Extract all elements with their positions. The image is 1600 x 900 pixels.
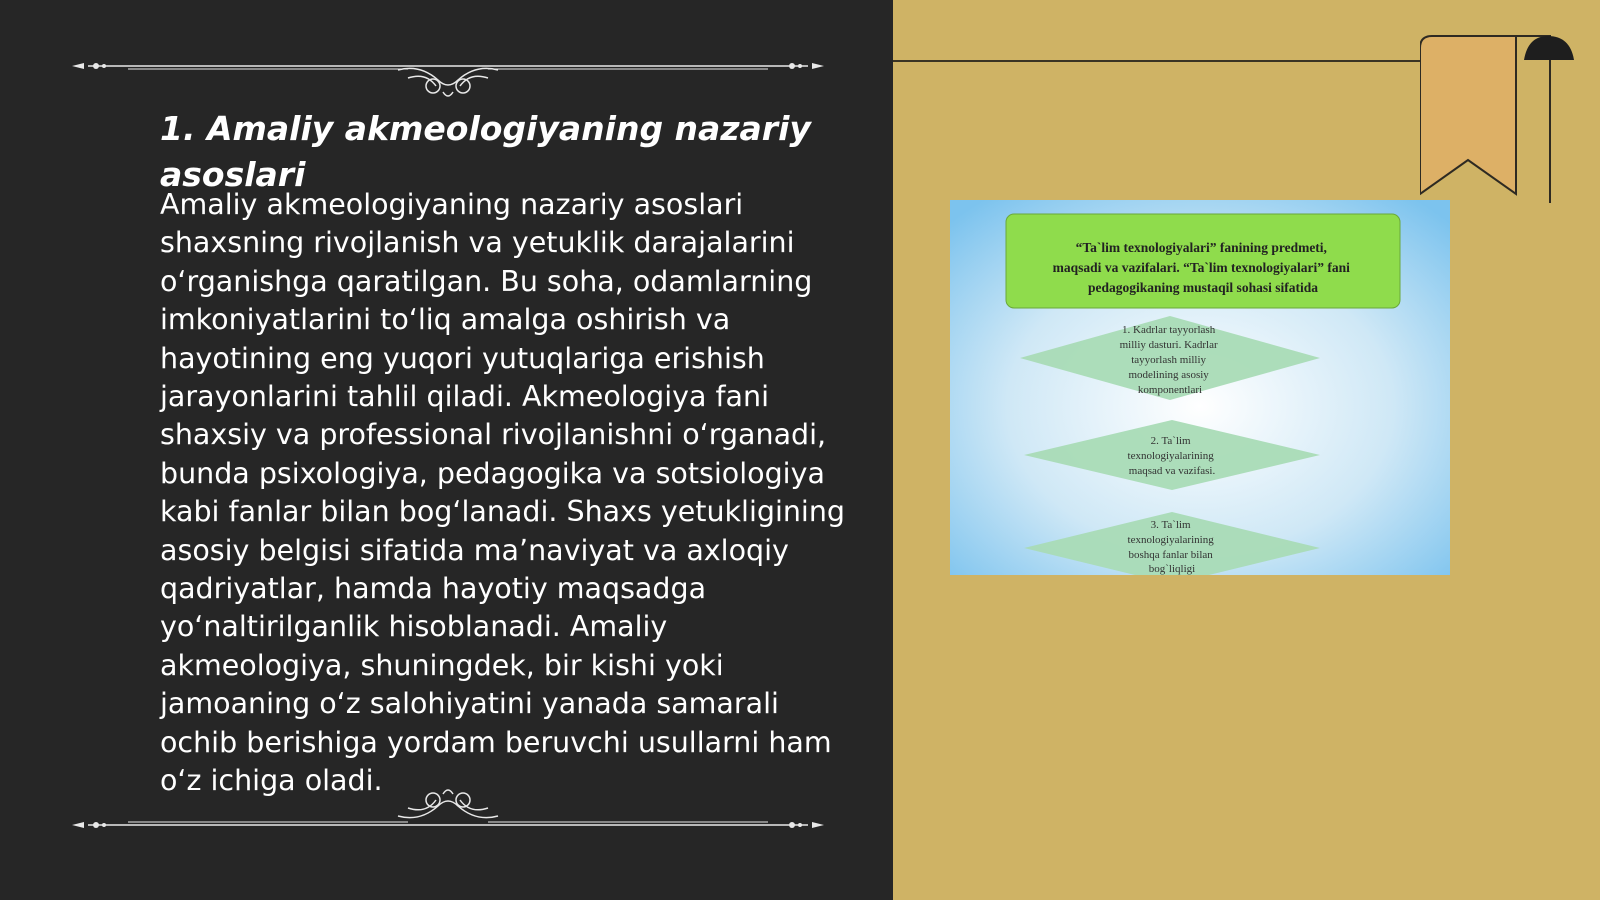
- item-2-line: texnologiyalarining: [1127, 450, 1214, 462]
- svg-text:“Ta`lim texnologiyalari” fanin: [1053, 240, 1354, 295]
- item-1-line: komponentlari: [1137, 384, 1203, 396]
- item-3-line: texnologiyalarining: [1127, 534, 1214, 546]
- item-1-line: tayyorlash milliy: [1131, 354, 1207, 366]
- header-line-3: pedagogikaning mustaqil sohasi sifatida: [1088, 280, 1318, 295]
- item-3-line: bog`liqligi: [1148, 563, 1196, 575]
- item-3-line: boshqa fanlar bilan: [1128, 549, 1213, 561]
- top-ornament-divider-icon: [68, 42, 828, 102]
- slide-body-text: Amaliy akmeologiyaning nazariy asoslari shaxsning rivojlanish va yetuklik darajalarini oʻrganishga qaratilgan. Bu soha, odamlarning imkoniyatlarini toʻliq amalga oshirish va hayotining eng yuqori yutuqlariga erishish jarayonlarini tahlil qiladi. Akmeologiya fani shaxsiy va professional rivojlanishni oʻrganadi, bunda psixologiya, pedagogika va sotsiologiya kabi fanlar bilan bogʻlanadi. Shaxs yetukligining asosiy belgisi sifatida maʼnaviyat va axloqiy qadriyatlar, hamda hayotiy maqsadga yoʻnaltirilganlik hisoblanadi. Amaliy akmeologiya, shuningdek, bir kishi yoki jamoaning oʻz salohiyatini yanada samarali ochib berishiga yordam beruvchi usullarni ham oʻz ichiga oladi.: [160, 188, 846, 798]
- slide-title: 1. Amaliy akmeologiyaning nazariy asoslari: [160, 109, 811, 194]
- item-1-line: modelining asosiy: [1128, 369, 1209, 381]
- item-1-line: 1. Kadrlar tayyorlash: [1122, 324, 1216, 336]
- bookmark-ribbon-icon: [1420, 28, 1595, 203]
- item-1-line: milliy dasturi. Kadrlar: [1119, 339, 1218, 351]
- item-3-line: 3. Ta`lim: [1150, 519, 1191, 531]
- item-2-line: 2. Ta`lim: [1150, 435, 1191, 447]
- top-divider-line: [893, 60, 1438, 62]
- header-line-2: maqsadi va vazifalari. “Ta`lim texnologiyalari” fani: [1052, 260, 1350, 275]
- item-2-line: maqsad va vazifasi.: [1128, 465, 1216, 477]
- diagram-image: [950, 200, 1450, 575]
- header-line-1: “Ta`lim texnologiyalari” fanining predmeti,: [1075, 240, 1327, 255]
